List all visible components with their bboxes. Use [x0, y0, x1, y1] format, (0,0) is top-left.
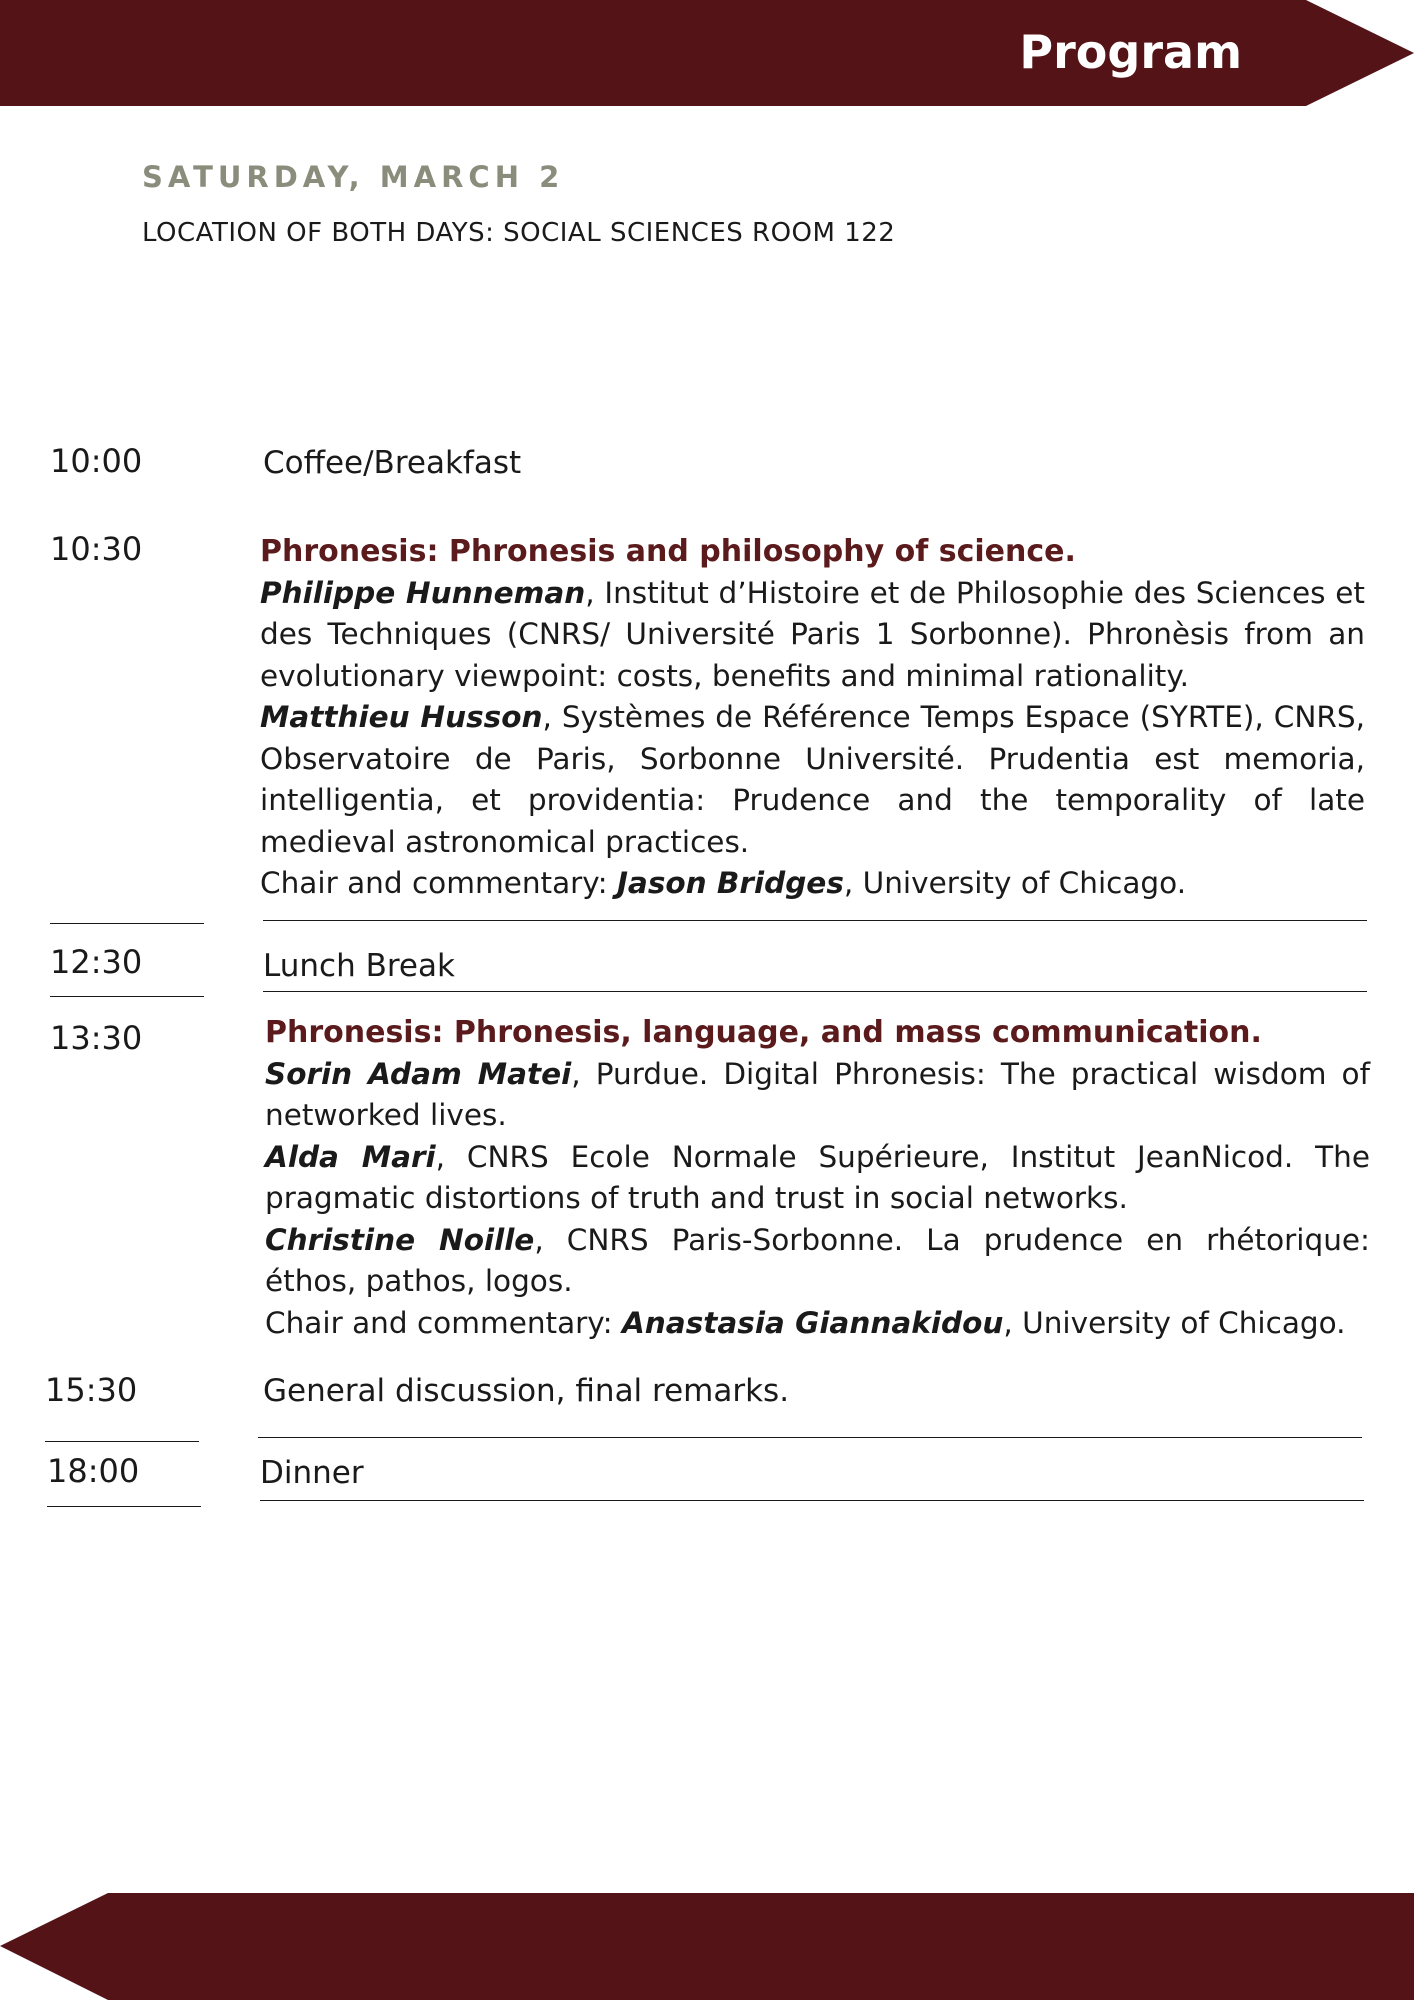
chair-affiliation: , University of Chicago. — [843, 866, 1187, 900]
item-lunch-break: Lunch Break — [263, 948, 455, 984]
talk-entry — [260, 697, 1365, 863]
item-general-discussion: General discussion, final remarks. — [263, 1373, 790, 1409]
chair-name: Anastasia Giannakidou — [621, 1305, 1004, 1340]
chair-affiliation: , University of Chicago. — [1003, 1305, 1346, 1340]
talk-entry — [260, 573, 1365, 698]
divider — [260, 1500, 1364, 1501]
time-1530: 15:30 — [45, 1371, 138, 1409]
speaker-name: Christine Noille — [265, 1222, 535, 1257]
time-1000: 10:00 — [50, 442, 143, 480]
day-heading: SATURDAY, MARCH 2 — [142, 160, 565, 194]
session-title: Phronesis: Phronesis, language, and mass communication. — [265, 1015, 1262, 1050]
talk-entry — [265, 1220, 1370, 1303]
location-line: LOCATION OF BOTH DAYS: SOCIAL SCIENCES ROOM 122 — [142, 218, 896, 248]
talk-details: , Institut d’Histoire et de Philosophie des Sciences et des Techniques (CNRS/ Université Paris 1 Sorbonne). Phronèsis from an evolutionary viewpoint: costs, benefits and minimal rationality. — [260, 575, 1365, 693]
chair-prefix: Chair and commentary: — [265, 1305, 622, 1340]
talk-details: , Purdue. Digital Phronesis: The practical wisdom of networked lives. — [265, 1056, 1370, 1132]
speaker-name: Matthieu Husson — [260, 700, 543, 734]
chair-line — [260, 863, 1365, 905]
chair-name: Jason Bridges — [616, 866, 844, 900]
time-1030: 10:30 — [50, 530, 143, 568]
footer-banner — [0, 1893, 1414, 2000]
divider — [50, 996, 204, 997]
talk-entry — [265, 1137, 1370, 1220]
divider — [47, 1506, 201, 1507]
item-coffee-breakfast: Coffee/Breakfast — [263, 445, 522, 481]
page-title: Program — [1019, 25, 1242, 79]
talk-details: , CNRS Paris-Sorbonne. La prudence en rhétorique: éthos, pathos, logos. — [265, 1222, 1371, 1298]
chair-line — [265, 1303, 1370, 1345]
speaker-name: Sorin Adam Matei — [265, 1056, 572, 1091]
session-philosophy-of-science — [260, 531, 1365, 905]
session-title: Phronesis: Phronesis and philosophy of science. — [260, 534, 1076, 569]
speaker-name: Alda Mari — [265, 1139, 436, 1174]
item-dinner: Dinner — [260, 1455, 364, 1491]
divider — [263, 920, 1367, 921]
talk-entry — [265, 1054, 1370, 1137]
speaker-name: Philippe Hunneman — [260, 575, 586, 610]
chair-prefix: Chair and commentary: — [260, 866, 617, 900]
time-1800: 18:00 — [47, 1452, 140, 1490]
session-language-communication — [265, 1012, 1370, 1344]
divider — [45, 1441, 199, 1442]
talk-details: , CNRS Ecole Normale Supérieure, Institut JeanNicod. The pragmatic distortions of truth and trust in social networks. — [265, 1139, 1370, 1215]
talk-details: , Systèmes de Référence Temps Espace (SYRTE), CNRS, Observatoire de Paris, Sorbonne Université. Prudentia est memoria, intelligentia, et providentia: Prudence and the temporality of late medieval astronomical practices. — [260, 700, 1365, 859]
divider — [258, 1437, 1362, 1438]
divider — [50, 923, 204, 924]
time-1230: 12:30 — [50, 943, 143, 981]
time-1330: 13:30 — [50, 1019, 143, 1057]
divider — [263, 991, 1367, 992]
